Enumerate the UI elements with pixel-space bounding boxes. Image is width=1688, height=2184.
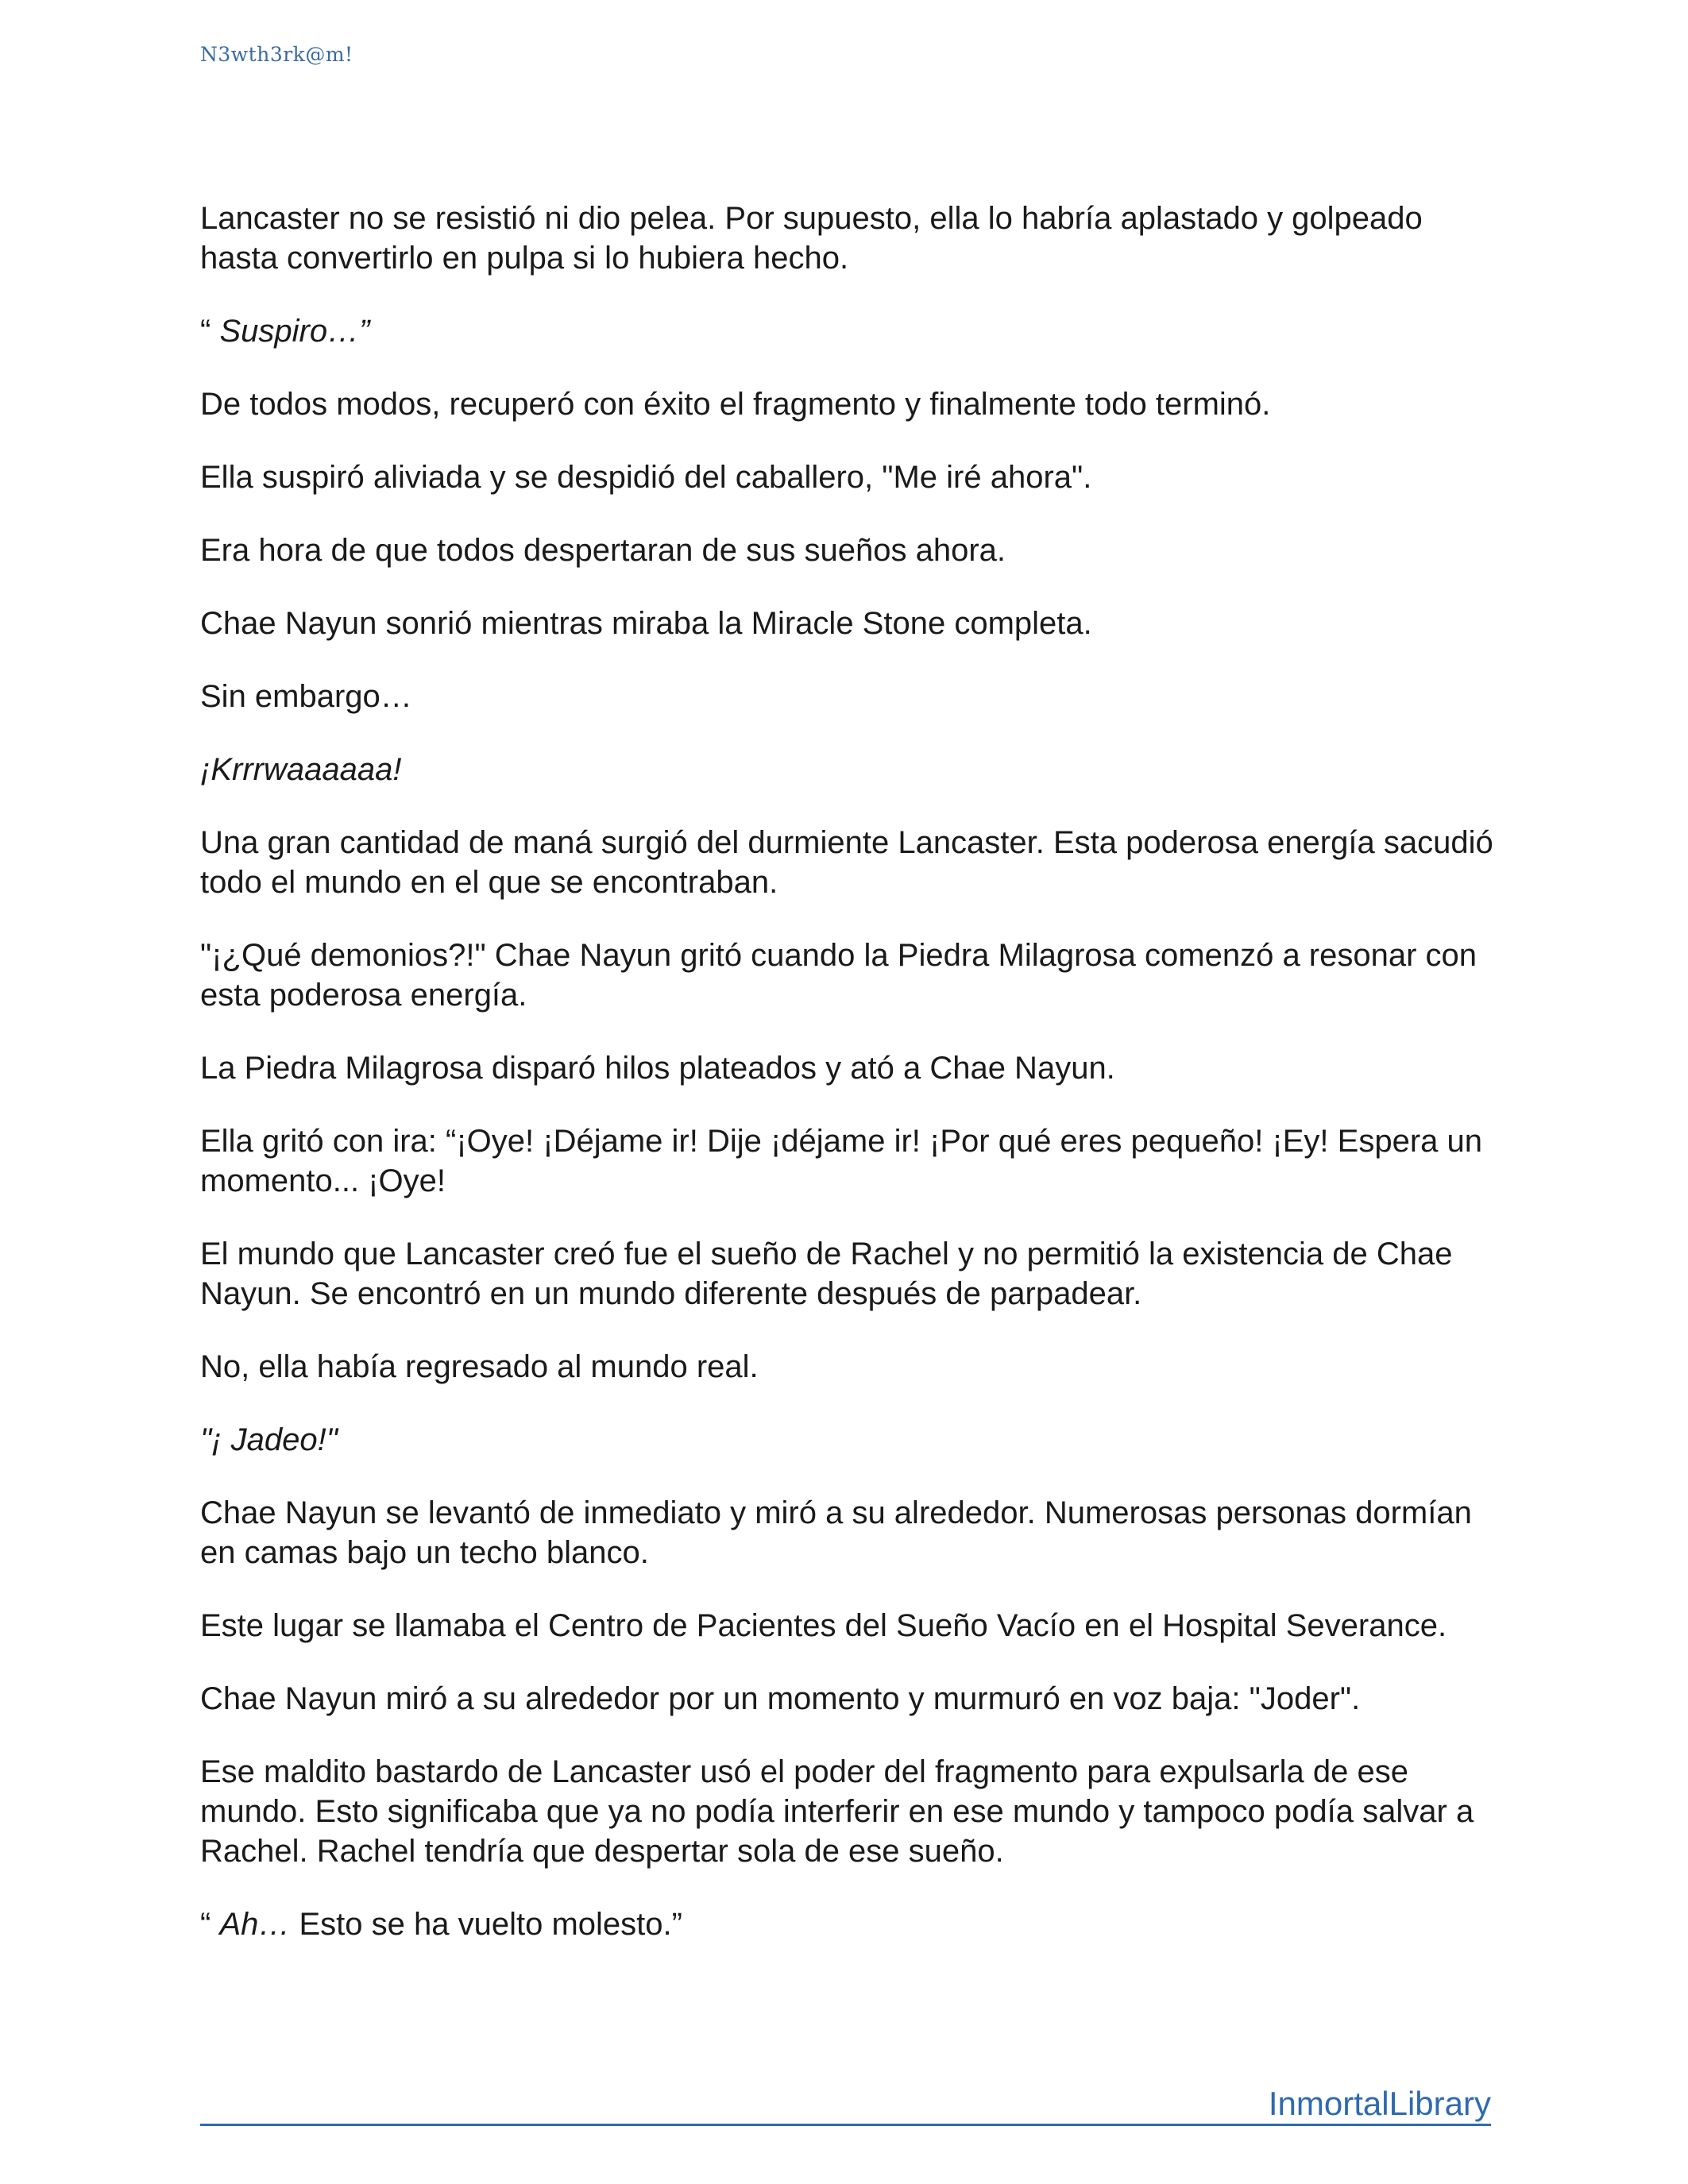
paragraph-14 xyxy=(200,1347,1503,1387)
paragraph-7 xyxy=(200,677,1503,716)
page-body xyxy=(200,199,1503,1978)
paragraph-20-italic: Ah… xyxy=(219,1907,291,1942)
paragraph-5-text: Era hora de que todos despertaran de sus sueños ahora. xyxy=(200,533,1006,568)
paragraph-7-text: Sin embargo… xyxy=(200,679,412,714)
paragraph-8 xyxy=(200,750,1503,789)
paragraph-2-italic: Suspiro…” xyxy=(219,314,370,349)
paragraph-16-text: Chae Nayun se levantó de inmediato y miró a su alrededor. Numerosas personas dormían en camas bajo un techo blanco. xyxy=(200,1495,1481,1570)
paragraph-20-prefix: “ xyxy=(200,1907,220,1942)
paragraph-3 xyxy=(200,384,1503,424)
paragraph-17 xyxy=(200,1606,1503,1646)
paragraph-6 xyxy=(200,604,1503,643)
paragraph-19-text: Ese maldito bastardo de Lancaster usó el poder del fragmento para expulsarla de ese mundo. Esto significaba que ya no podía interferir en ese mundo y tampoco podía salvar a Rachel. Rachel tendría que despertar sola de ese sueño. xyxy=(200,1754,1483,1869)
paragraph-15-italic: "¡ Jadeo!" xyxy=(200,1422,338,1457)
paragraph-17-text: Este lugar se llamaba el Centro de Pacientes del Sueño Vacío en el Hospital Severance. xyxy=(200,1608,1447,1643)
paragraph-9 xyxy=(200,823,1503,902)
paragraph-20-suffix: Esto se ha vuelto molesto.” xyxy=(290,1907,682,1942)
paragraph-11-text: La Piedra Milagrosa disparó hilos plateados y ató a Chae Nayun. xyxy=(200,1051,1115,1086)
paragraph-11 xyxy=(200,1048,1503,1088)
paragraph-14-text: No, ella había regresado al mundo real. xyxy=(200,1349,759,1384)
paragraph-3-text: De todos modos, recuperó con éxito el fragmento y finalmente todo terminó. xyxy=(200,387,1271,422)
paragraph-12 xyxy=(200,1121,1503,1201)
paragraph-13-text: El mundo que Lancaster creó fue el sueño de Rachel y no permitió la existencia de Chae Nayun. Se encontró en un mundo diferente después de parpadear. xyxy=(200,1237,1462,1311)
paragraph-1-text: Lancaster no se resistió ni dio pelea. Por supuesto, ella lo habría aplastado y golpeado hasta convertirlo en pulpa si lo hubiera hecho. xyxy=(200,201,1431,276)
paragraph-9-text: Una gran cantidad de maná surgió del durmiente Lancaster. Esta poderosa energía sacudió todo el mundo en el que se encontraban. xyxy=(200,825,1502,900)
paragraph-1 xyxy=(200,199,1503,278)
paragraph-18-text: Chae Nayun miró a su alrededor por un momento y murmuró en voz baja: "Joder". xyxy=(200,1681,1361,1716)
paragraph-16 xyxy=(200,1493,1503,1572)
header-watermark: N3wth3rk@m! xyxy=(200,43,353,66)
paragraph-18 xyxy=(200,1679,1503,1719)
paragraph-19 xyxy=(200,1752,1503,1871)
paragraph-5 xyxy=(200,531,1503,570)
paragraph-8-italic: ¡Krrrwaaaaaa! xyxy=(200,752,402,787)
paragraph-13 xyxy=(200,1234,1503,1314)
paragraph-15 xyxy=(200,1420,1503,1460)
paragraph-20 xyxy=(200,1904,1503,1944)
paragraph-2 xyxy=(200,311,1503,351)
paragraph-4-text: Ella suspiró aliviada y se despidió del caballero, "Me iré ahora". xyxy=(200,460,1092,495)
paragraph-10-text: "¡¿Qué demonios?!" Chae Nayun gritó cuando la Piedra Milagrosa comenzó a resonar con esta poderosa energía. xyxy=(200,938,1486,1013)
paragraph-10 xyxy=(200,936,1503,1015)
paragraph-4 xyxy=(200,457,1503,497)
paragraph-12-text: Ella gritó con ira: “¡Oye! ¡Déjame ir! Dije ¡déjame ir! ¡Por qué eres pequeño! ¡Ey! Espera un momento... ¡Oye! xyxy=(200,1124,1492,1198)
paragraph-2-prefix: “ xyxy=(200,314,220,349)
footer-library-link[interactable]: InmortalLibrary xyxy=(1268,2085,1491,2122)
footer-rule xyxy=(200,2084,1491,2126)
paragraph-6-text: Chae Nayun sonrió mientras miraba la Miracle Stone completa. xyxy=(200,606,1092,641)
